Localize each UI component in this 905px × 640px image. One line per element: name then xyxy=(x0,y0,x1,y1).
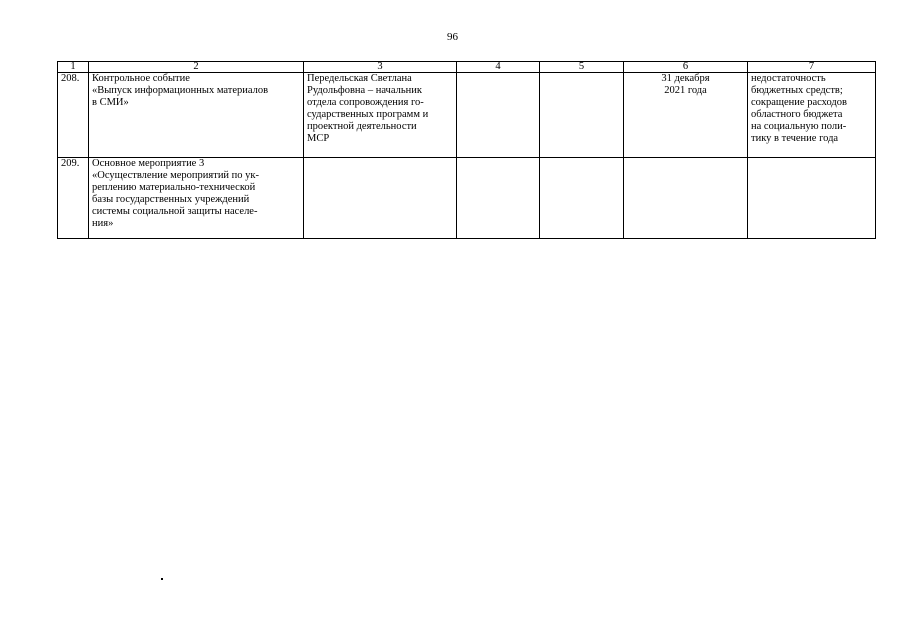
table-header-row xyxy=(58,62,876,73)
cell-line: ния» xyxy=(92,218,114,229)
cell-line: Основное мероприятие 3 xyxy=(92,158,205,169)
cell-line: в СМИ» xyxy=(92,97,129,108)
deadline-cell xyxy=(624,158,748,239)
column-header-3: 3 xyxy=(304,62,457,73)
page-number: 96 xyxy=(447,31,458,43)
column-header-5: 5 xyxy=(540,62,624,73)
cell-line: сударственных программ и xyxy=(307,109,429,120)
column-4-cell xyxy=(457,73,540,158)
column-header-4: 4 xyxy=(457,62,540,73)
cell-line: системы социальной защиты населе- xyxy=(92,206,258,217)
cell-line: «Осуществление мероприятий по ук- xyxy=(92,170,260,181)
cell-line: 2021 года xyxy=(664,85,707,96)
cell-line: тику в течение года xyxy=(751,133,839,144)
column-5-cell xyxy=(540,73,624,158)
cell-line: МСР xyxy=(307,133,330,144)
cell-line: реплению материально-технической xyxy=(92,182,256,193)
cell-line: Передельская Светлана xyxy=(307,73,412,84)
cell-line: бюджетных средств; xyxy=(751,85,843,96)
stray-dot-mark xyxy=(161,578,163,580)
column-header-7: 7 xyxy=(748,62,876,73)
deadline-cell xyxy=(624,73,748,158)
responsible-cell xyxy=(304,158,457,239)
cell-line: на социальную поли- xyxy=(751,121,847,132)
cell-line: Рудольфовна – начальник xyxy=(307,85,422,96)
risk-cell xyxy=(748,158,876,239)
risk-cell xyxy=(748,73,876,158)
column-5-cell xyxy=(540,158,624,239)
cell-line: недостаточность xyxy=(751,73,826,84)
cell-line: Контрольное событие xyxy=(92,73,190,84)
table-row xyxy=(58,73,876,158)
column-header-1: 1 xyxy=(58,62,89,73)
table-row xyxy=(58,158,876,239)
cell-line: областного бюджета xyxy=(751,109,843,120)
cell-line: базы государственных учреждений xyxy=(92,194,250,205)
cell-line: 31 декабря xyxy=(661,73,710,84)
event-name-cell xyxy=(89,73,304,158)
cell-line: «Выпуск информационных материалов xyxy=(92,85,269,96)
column-header-2: 2 xyxy=(89,62,304,73)
column-4-cell xyxy=(457,158,540,239)
cell-line: сокращение расходов xyxy=(751,97,847,108)
cell-line: проектной деятельности xyxy=(307,121,417,132)
plan-table xyxy=(57,61,876,239)
row-number: 208. xyxy=(58,73,89,158)
column-header-6: 6 xyxy=(624,62,748,73)
event-name-cell xyxy=(89,158,304,239)
responsible-cell xyxy=(304,73,457,158)
row-number: 209. xyxy=(58,158,89,239)
cell-line: отдела сопровождения го- xyxy=(307,97,424,108)
